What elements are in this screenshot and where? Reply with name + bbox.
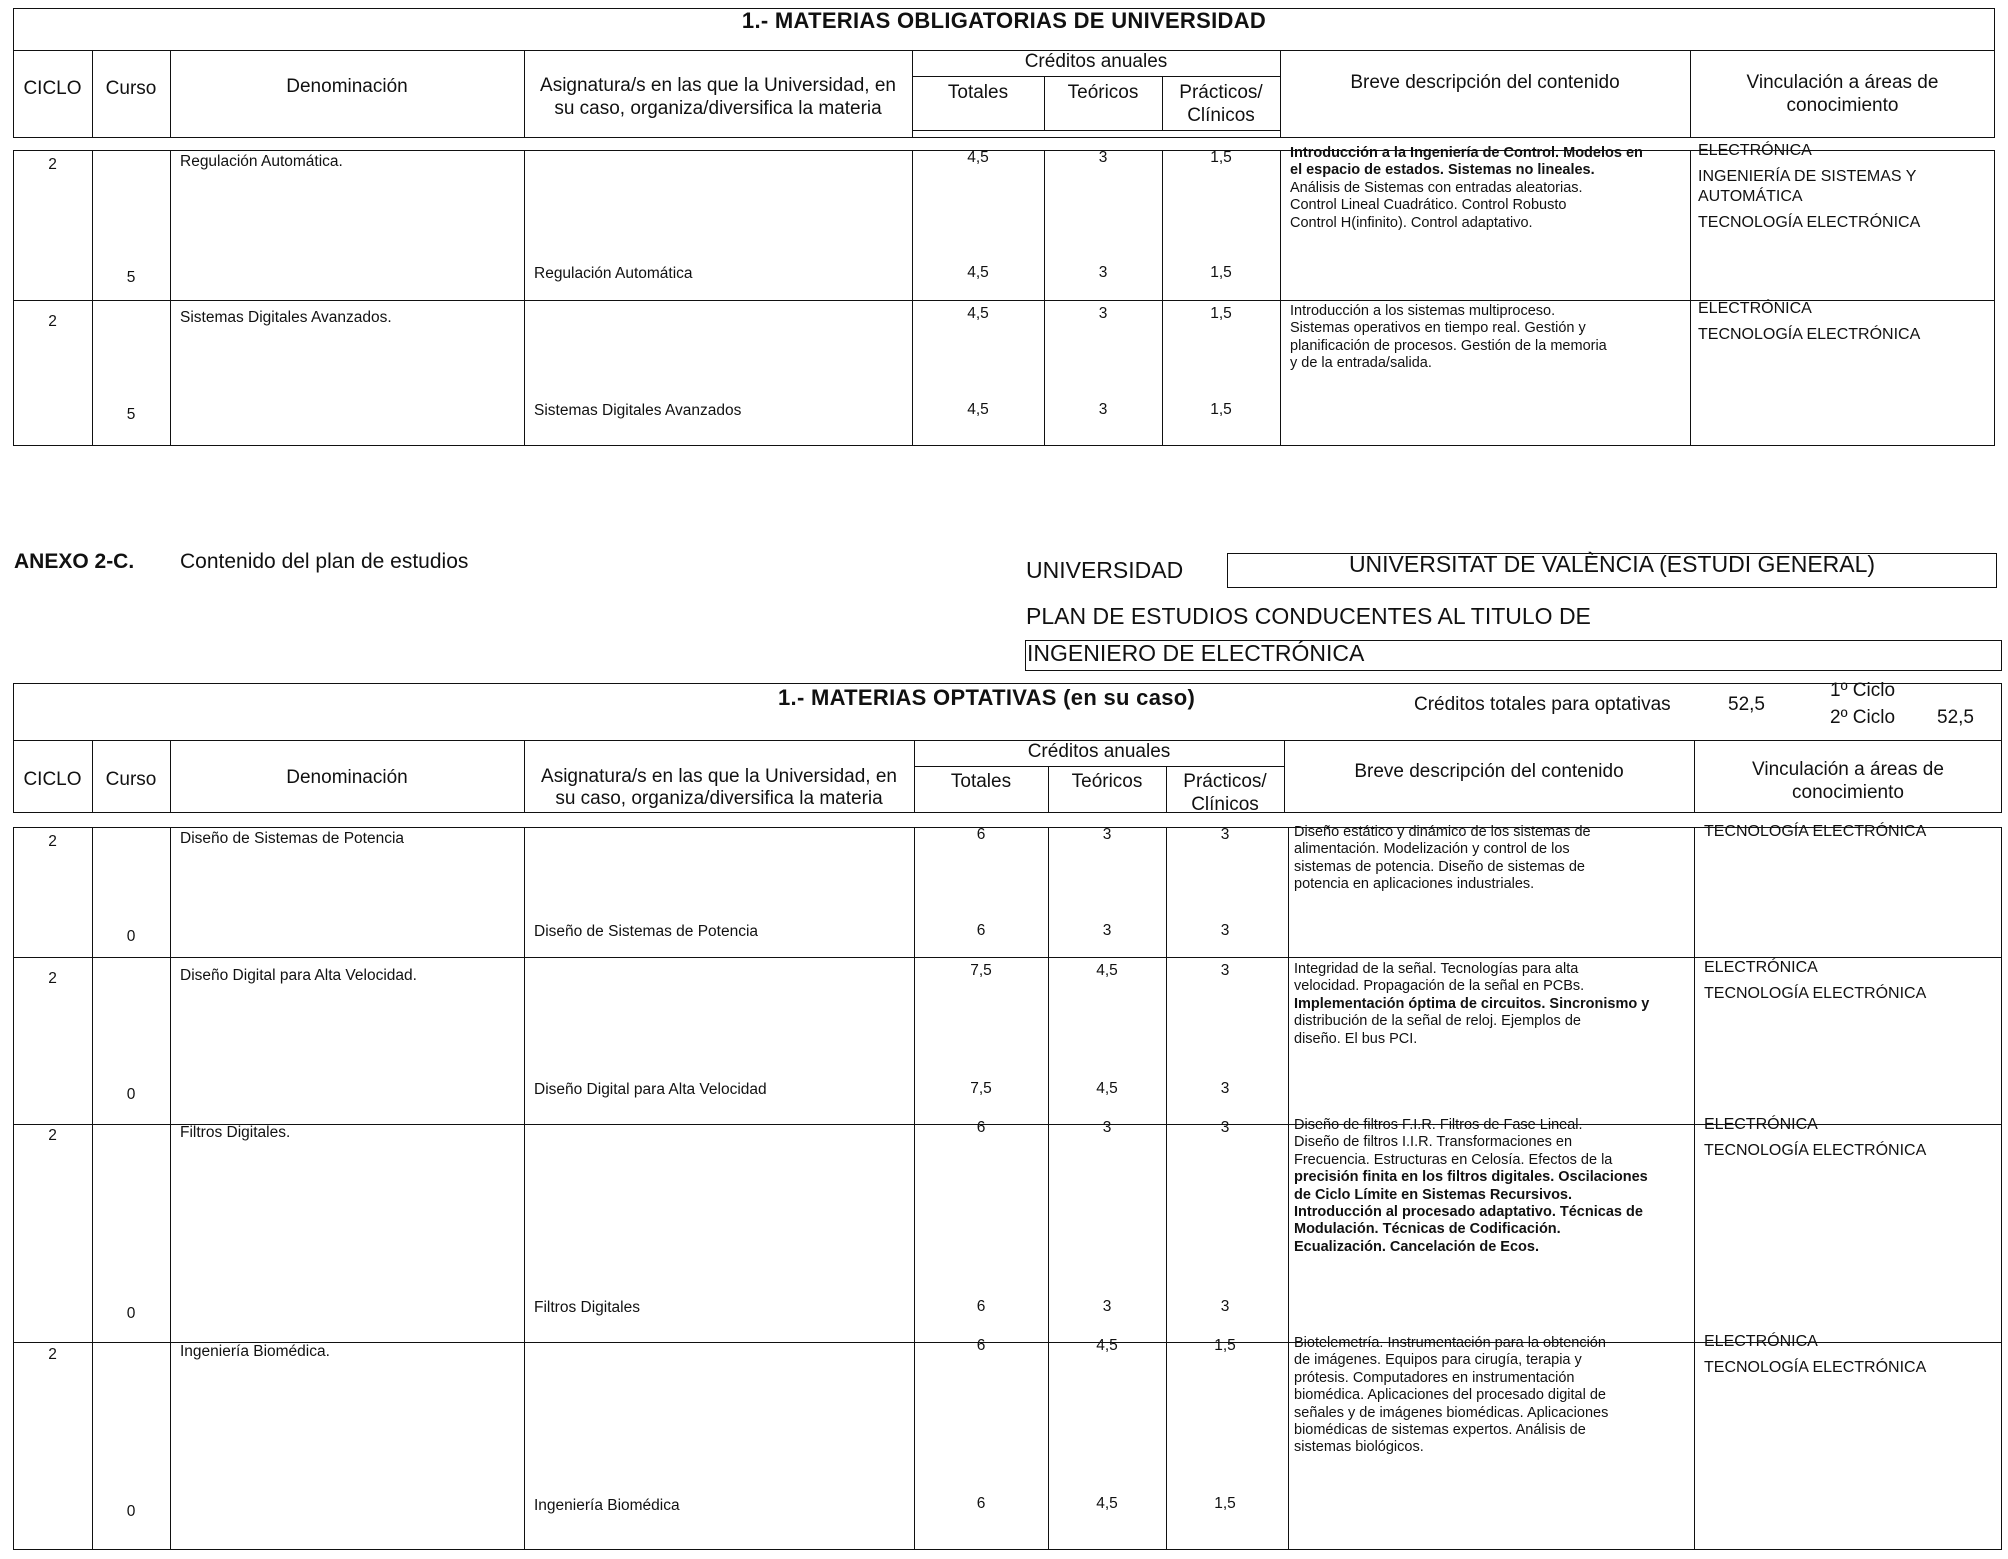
row-areas bbox=[1704, 822, 1999, 842]
header-creditos: Créditos anuales bbox=[1024, 51, 1168, 72]
desc-line: potencia en aplicaciones industriales. bbox=[1294, 876, 1535, 893]
row-practicos: 1,5 bbox=[1210, 149, 1232, 166]
desc-line: Frecuencia. Estructuras en Celosía. Efectos de la bbox=[1294, 1151, 1613, 1168]
row-denominacion: Diseño Digital para Alta Velocidad. bbox=[180, 967, 417, 984]
desc-line: Sistemas operativos en tiempo real. Gestión y bbox=[1290, 320, 1586, 337]
row-totales: 4,5 bbox=[967, 305, 989, 322]
row-totales: 6 bbox=[976, 1337, 986, 1354]
desc-line: precisión finita en los filtros digitales. Oscilaciones bbox=[1294, 1169, 1648, 1186]
section1-title: 1.- MATERIAS OBLIGATORIAS DE UNIVERSIDAD bbox=[741, 8, 1267, 33]
desc-line: Diseño de filtros F.I.R. Filtros de Fase Lineal. bbox=[1294, 1117, 1583, 1133]
row-practicos: 3 bbox=[1220, 962, 1230, 979]
area-item: TECNOLOGÍA ELECTRÓNICA bbox=[1704, 1359, 1927, 1376]
row-sub-practicos: 1,5 bbox=[1210, 264, 1232, 281]
row-sub-totales: 6 bbox=[976, 922, 986, 939]
desc-line: Control Lineal Cuadrático. Control Robusto bbox=[1290, 197, 1567, 214]
header-vinculacion-line2: conocimiento bbox=[1786, 95, 1899, 116]
desc-line: Introducción al procesado adaptativo. Técnicas de bbox=[1294, 1203, 1643, 1220]
universidad-value: UNIVERSITAT DE VALÈNCIA (ESTUDI GENERAL) bbox=[1348, 551, 1876, 577]
row-sub-totales: 4,5 bbox=[967, 401, 989, 418]
row-teoricos: 3 bbox=[1102, 826, 1112, 843]
desc-line: Introducción a la Ingeniería de Control. Modelos en bbox=[1290, 145, 1643, 161]
row-descripcion bbox=[1290, 145, 1688, 232]
row-ciclo: 2 bbox=[48, 1127, 57, 1144]
area-item: ELECTRÓNICA bbox=[1704, 959, 1818, 976]
header-practicos-line1: Prácticos/ bbox=[1179, 82, 1263, 103]
ciclo2-value: 52,5 bbox=[1937, 707, 1974, 728]
header-vinculacion-line1: Vinculación a áreas de bbox=[1752, 759, 1944, 780]
header-curso: Curso bbox=[105, 769, 157, 790]
area-item: AUTOMÁTICA bbox=[1698, 188, 1803, 205]
row-sub-practicos: 3 bbox=[1220, 1080, 1230, 1097]
desc-line: prótesis. Computadores en instrumentación bbox=[1294, 1369, 1575, 1386]
row-curso: 0 bbox=[126, 1305, 136, 1322]
creditos-totales-value: 52,5 bbox=[1728, 694, 1765, 715]
desc-line: Integridad de la señal. Tecnologías para alta bbox=[1294, 961, 1579, 977]
area-item: ELECTRÓNICA bbox=[1704, 1116, 1818, 1133]
area-item: INGENIERÍA DE SISTEMAS Y bbox=[1698, 168, 1917, 185]
row-teoricos: 3 bbox=[1098, 305, 1108, 322]
desc-line: sistemas biológicos. bbox=[1294, 1439, 1424, 1456]
desc-line: Análisis de Sistemas con entradas aleatorias. bbox=[1290, 179, 1583, 196]
desc-line: el espacio de estados. Sistemas no lineales. bbox=[1290, 162, 1595, 179]
header-vinculacion-line2: conocimiento bbox=[1792, 782, 1904, 803]
header-ciclo: CICLO bbox=[23, 78, 82, 99]
ciclo1-label: 1º Ciclo bbox=[1830, 680, 1896, 701]
row-areas bbox=[1704, 1115, 1999, 1161]
row-descripcion bbox=[1294, 824, 1692, 894]
row-curso: 0 bbox=[126, 928, 136, 945]
desc-line: de imágenes. Equipos para cirugía, terapia y bbox=[1294, 1352, 1582, 1369]
header-teoricos: Teóricos bbox=[1071, 771, 1143, 792]
desc-line: biomédicas de sistemas expertos. Análisis de bbox=[1294, 1421, 1586, 1438]
plan-label: PLAN DE ESTUDIOS CONDUCENTES AL TITULO DE bbox=[1026, 603, 1591, 629]
header-asignatura-line2: su caso, organiza/diversifica la materia bbox=[555, 788, 883, 809]
plan-value: INGENIERO DE ELECTRÓNICA bbox=[1027, 640, 1365, 666]
row-ciclo: 2 bbox=[48, 1346, 57, 1363]
desc-line: velocidad. Propagación de la señal en PCBs. bbox=[1294, 978, 1585, 995]
row-descripcion bbox=[1294, 1117, 1692, 1256]
row-ciclo: 2 bbox=[48, 156, 57, 173]
header-totales: Totales bbox=[947, 82, 1009, 103]
row-areas bbox=[1704, 958, 1999, 1004]
creditos-totales-label: Créditos totales para optativas bbox=[1414, 694, 1671, 715]
row-asignatura: Regulación Automática bbox=[534, 265, 693, 282]
row-practicos: 1,5 bbox=[1210, 305, 1232, 322]
row-asignatura: Filtros Digitales bbox=[534, 1299, 640, 1316]
row-denominacion: Sistemas Digitales Avanzados. bbox=[180, 309, 392, 326]
desc-line: biomédica. Aplicaciones del procesado digital de bbox=[1294, 1387, 1606, 1404]
header-descripcion: Breve descripción del contenido bbox=[1350, 72, 1620, 93]
header-descripcion: Breve descripción del contenido bbox=[1354, 761, 1624, 782]
desc-line: de Ciclo Límite en Sistemas Recursivos. bbox=[1294, 1186, 1573, 1203]
area-item: ELECTRÓNICA bbox=[1704, 1333, 1818, 1350]
area-item: ELECTRÓNICA bbox=[1698, 142, 1812, 159]
area-item: TECNOLOGÍA ELECTRÓNICA bbox=[1698, 214, 1921, 231]
header-asignatura-line2: su caso, organiza/diversifica la materia bbox=[554, 98, 882, 119]
header-teoricos: Teóricos bbox=[1067, 82, 1139, 103]
desc-line: Modulación. Técnicas de Codificación. bbox=[1294, 1221, 1561, 1238]
desc-line: Diseño estático y dinámico de los sistemas de bbox=[1294, 824, 1591, 840]
header-denominacion: Denominación bbox=[286, 76, 408, 97]
row-sub-totales: 7,5 bbox=[970, 1080, 992, 1097]
area-item: ELECTRÓNICA bbox=[1698, 300, 1812, 317]
header-curso: Curso bbox=[105, 78, 157, 99]
header-denominacion: Denominación bbox=[286, 767, 408, 788]
row-asignatura: Diseño de Sistemas de Potencia bbox=[534, 923, 759, 940]
row-sub-practicos: 1,5 bbox=[1210, 401, 1232, 418]
row-totales: 7,5 bbox=[970, 962, 992, 979]
row-sub-totales: 6 bbox=[976, 1298, 986, 1315]
row-curso: 0 bbox=[126, 1086, 136, 1103]
row-totales: 6 bbox=[976, 826, 986, 843]
row-asignatura: Ingeniería Biomédica bbox=[534, 1497, 680, 1514]
row-sub-teoricos: 3 bbox=[1102, 1298, 1112, 1315]
header-practicos-line2: Clínicos bbox=[1191, 794, 1259, 815]
row-totales: 4,5 bbox=[967, 149, 989, 166]
header-totales: Totales bbox=[950, 771, 1012, 792]
header-asignatura-line1: Asignatura/s en las que la Universidad, en bbox=[540, 75, 896, 96]
row-descripcion bbox=[1294, 1335, 1692, 1457]
area-item: TECNOLOGÍA ELECTRÓNICA bbox=[1704, 823, 1927, 840]
header-ciclo: CICLO bbox=[23, 769, 82, 790]
annex-text: Contenido del plan de estudios bbox=[180, 550, 469, 573]
header-creditos: Créditos anuales bbox=[1027, 741, 1171, 762]
row-asignatura: Sistemas Digitales Avanzados bbox=[534, 402, 742, 419]
row-ciclo: 2 bbox=[48, 833, 57, 850]
row-practicos: 3 bbox=[1220, 1119, 1230, 1136]
desc-line: Diseño de filtros I.I.R. Transformaciones en bbox=[1294, 1134, 1573, 1151]
row-denominacion: Ingeniería Biomédica. bbox=[180, 1343, 330, 1360]
desc-line: y de la entrada/salida. bbox=[1290, 355, 1432, 372]
row-curso: 5 bbox=[126, 269, 136, 286]
section2-title: 1.- MATERIAS OPTATIVAS (en su caso) bbox=[778, 685, 1196, 710]
row-sub-totales: 6 bbox=[976, 1495, 986, 1512]
row-sub-teoricos: 4,5 bbox=[1096, 1495, 1118, 1512]
row-sub-teoricos: 4,5 bbox=[1096, 1080, 1118, 1097]
header-vinculacion-line1: Vinculación a áreas de bbox=[1746, 72, 1939, 93]
row-areas bbox=[1698, 141, 1993, 233]
desc-line: señales y de imágenes biomédicas. Aplicaciones bbox=[1294, 1404, 1609, 1421]
desc-line: planificación de procesos. Gestión de la memoria bbox=[1290, 337, 1607, 354]
row-asignatura: Diseño Digital para Alta Velocidad bbox=[534, 1081, 767, 1098]
desc-line: Control H(infinito). Control adaptativo. bbox=[1290, 214, 1533, 231]
desc-line: distribución de la señal de reloj. Ejemplos de bbox=[1294, 1013, 1581, 1030]
desc-line: Biotelemetría. Instrumentación para la obtención bbox=[1294, 1335, 1606, 1351]
desc-line: Ecualización. Cancelación de Ecos. bbox=[1294, 1238, 1539, 1255]
row-sub-practicos: 3 bbox=[1220, 1298, 1230, 1315]
header-practicos-line1: Prácticos/ bbox=[1183, 771, 1267, 792]
row-denominacion: Diseño de Sistemas de Potencia bbox=[180, 830, 405, 847]
annex-label: ANEXO 2-C. bbox=[14, 550, 135, 573]
row-sub-teoricos: 3 bbox=[1098, 264, 1108, 281]
row-denominacion: Filtros Digitales. bbox=[180, 1124, 291, 1141]
row-denominacion: Regulación Automática. bbox=[180, 153, 343, 170]
row-teoricos: 3 bbox=[1102, 1119, 1112, 1136]
row-curso: 0 bbox=[126, 1503, 136, 1520]
desc-line: Implementación óptima de circuitos. Sincronismo y bbox=[1294, 995, 1650, 1012]
row-totales: 6 bbox=[976, 1119, 986, 1136]
row-teoricos: 4,5 bbox=[1096, 962, 1118, 979]
row-ciclo: 2 bbox=[48, 313, 57, 330]
desc-line: alimentación. Modelización y control de los bbox=[1294, 841, 1570, 858]
desc-line: Introducción a los sistemas multiproceso. bbox=[1290, 303, 1556, 319]
row-sub-teoricos: 3 bbox=[1102, 922, 1112, 939]
row-sub-practicos: 3 bbox=[1220, 922, 1230, 939]
header-asignatura-line1: Asignatura/s en las que la Universidad, en bbox=[541, 766, 897, 787]
row-practicos: 3 bbox=[1220, 826, 1230, 843]
area-item: TECNOLOGÍA ELECTRÓNICA bbox=[1704, 1142, 1927, 1159]
area-item: TECNOLOGÍA ELECTRÓNICA bbox=[1704, 985, 1927, 1002]
row-teoricos: 4,5 bbox=[1096, 1337, 1118, 1354]
row-sub-teoricos: 3 bbox=[1098, 401, 1108, 418]
header-practicos-line2: Clínicos bbox=[1187, 105, 1255, 126]
row-teoricos: 3 bbox=[1098, 149, 1108, 166]
row-sub-practicos: 1,5 bbox=[1214, 1495, 1236, 1512]
area-item: TECNOLOGÍA ELECTRÓNICA bbox=[1698, 326, 1921, 343]
row-descripcion bbox=[1294, 961, 1692, 1048]
row-areas bbox=[1704, 1332, 1999, 1378]
desc-line: sistemas de potencia. Diseño de sistemas de bbox=[1294, 858, 1585, 875]
universidad-label: UNIVERSIDAD bbox=[1026, 557, 1184, 583]
row-curso: 5 bbox=[126, 406, 136, 423]
row-descripcion bbox=[1290, 303, 1688, 373]
row-areas bbox=[1698, 299, 1993, 345]
row-ciclo: 2 bbox=[48, 970, 57, 987]
row-practicos: 1,5 bbox=[1214, 1337, 1236, 1354]
row-sub-totales: 4,5 bbox=[967, 264, 989, 281]
desc-line: diseño. El bus PCI. bbox=[1294, 1030, 1418, 1047]
ciclo2-label: 2º Ciclo bbox=[1830, 707, 1896, 728]
